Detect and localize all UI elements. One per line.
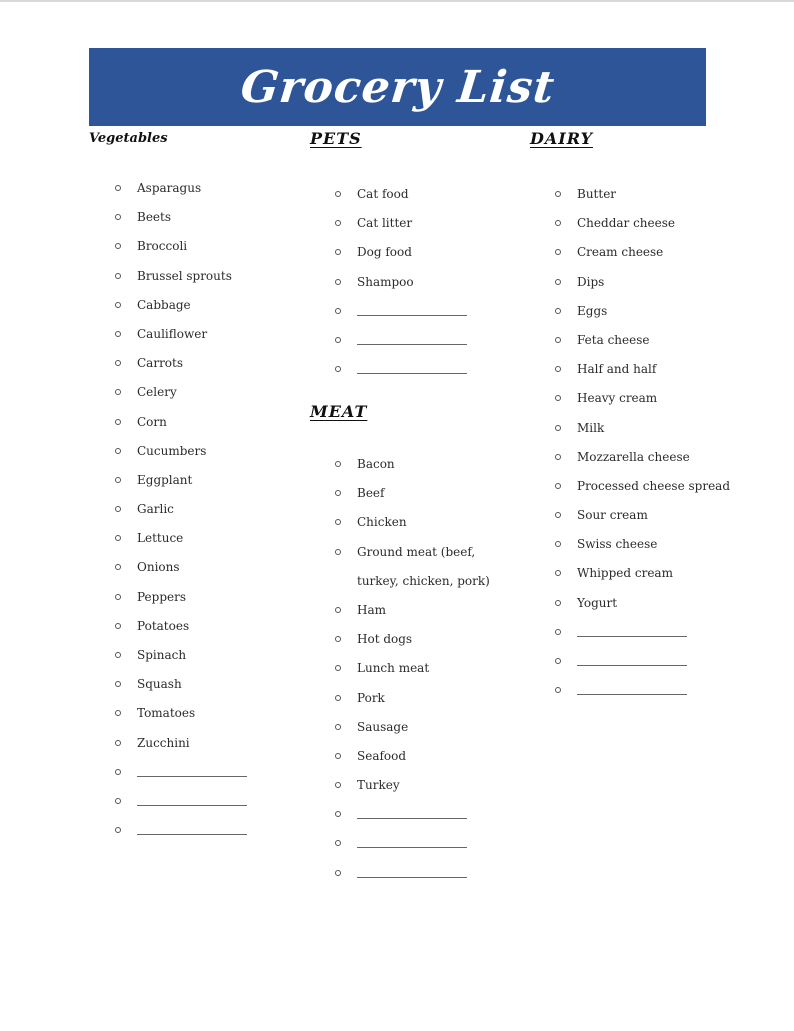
vegetables-list-item [115,612,285,641]
circle-bullet-icon [115,302,121,308]
page-title: Grocery List [237,61,558,113]
item-label: Broccoli [137,239,188,254]
circle-bullet-icon [335,279,341,285]
circle-bullet-icon [555,395,561,401]
dairy-list-item [555,297,725,326]
dairy-blank-item [555,647,725,676]
circle-bullet-icon [115,594,121,600]
vegetables-list-item [115,670,285,699]
item-label: Hot dogs [357,632,413,647]
item-label: Cat litter [357,216,413,231]
vegetables-list-item [115,641,285,670]
circle-bullet-icon [335,724,341,730]
meat-list-item [335,596,505,625]
vegetables-list-item [115,232,285,261]
circle-bullet-icon [115,243,121,249]
circle-bullet-icon [335,695,341,701]
blank-write-in-line[interactable] [357,344,467,345]
circle-bullet-icon [115,564,121,570]
circle-bullet-icon [115,740,121,746]
blank-write-in-line[interactable] [357,877,467,878]
blank-write-in-line[interactable] [357,847,467,848]
meat-heading: MEAT [310,402,368,421]
dairy-list-item [555,472,731,501]
dairy-list-item [555,530,725,559]
item-label: Feta cheese [577,332,650,347]
circle-bullet-icon [555,570,561,576]
circle-bullet-icon [115,389,121,395]
item-label: Shampoo [357,274,414,289]
meat-list [335,450,505,888]
circle-bullet-icon [335,490,341,496]
blank-write-in-line[interactable] [357,373,467,374]
meat-blank-item [335,800,505,829]
circle-bullet-icon [555,483,561,489]
dairy-list-item [555,180,725,209]
vegetables-list-item [115,291,285,320]
item-label: Ham [357,602,386,617]
circle-bullet-icon [115,448,121,454]
circle-bullet-icon [555,687,561,693]
circle-bullet-icon [335,840,341,846]
blank-write-in-line[interactable] [357,315,467,316]
meat-list-item [335,713,505,742]
vegetables-list-item [115,553,285,582]
item-label: Lettuce [137,531,184,546]
circle-bullet-icon [555,249,561,255]
item-label: Squash [137,677,182,692]
circle-bullet-icon [555,279,561,285]
circle-bullet-icon [335,549,341,555]
circle-bullet-icon [555,512,561,518]
item-label: Swiss cheese [577,537,658,552]
meat-blank-item [335,829,505,858]
pets-list-item [335,180,505,209]
circle-bullet-icon [555,308,561,314]
item-label: Cabbage [137,297,191,312]
item-label: Lunch meat [357,661,430,676]
pets-list [335,180,505,384]
item-label: Bacon [357,457,395,471]
circle-bullet-icon [555,600,561,606]
dairy-list [555,180,731,705]
pets-blank-item [335,326,505,355]
circle-bullet-icon [115,273,121,279]
item-label: Dips [577,274,605,289]
item-label: Butter [577,187,617,201]
circle-bullet-icon [335,753,341,759]
item-label: Beets [137,210,172,225]
item-label: Sour cream [577,508,648,523]
circle-bullet-icon [555,191,561,197]
meat-list-item [335,479,505,508]
item-label: Pork [357,690,385,705]
circle-bullet-icon [115,623,121,629]
dairy-blank-item [555,676,725,705]
vegetables-list-item [115,174,285,203]
item-label: Yogurt [577,595,618,610]
circle-bullet-icon [115,535,121,541]
vegetables-list-item [115,495,285,524]
circle-bullet-icon [335,308,341,314]
title-banner [89,48,706,126]
pets-list-item [335,209,505,238]
blank-write-in-line[interactable] [357,818,467,819]
vegetables-list [115,174,285,845]
circle-bullet-icon [115,185,121,191]
item-label: Tomatoes [137,706,196,721]
circle-bullet-icon [115,506,121,512]
circle-bullet-icon [555,220,561,226]
circle-bullet-icon [335,607,341,613]
circle-bullet-icon [555,541,561,547]
meat-list-item [335,450,505,479]
vegetables-list-item [115,349,285,378]
circle-bullet-icon [335,782,341,788]
circle-bullet-icon [115,827,121,833]
blank-write-in-line[interactable] [137,805,247,806]
item-label: Garlic [137,502,174,517]
item-label: Chicken [357,515,407,530]
item-label: Eggplant [137,472,193,487]
vegetables-list-item [115,699,285,728]
vegetables-list-item [115,466,285,495]
vegetables-blank-item [115,816,285,845]
blank-write-in-line[interactable] [577,636,687,637]
item-label: Cream cheese [577,245,664,260]
item-label: Potatoes [137,618,190,633]
vegetables-list-item [115,378,285,407]
item-label: Zucchini [137,735,190,750]
circle-bullet-icon [335,461,341,467]
item-label: Asparagus [137,181,202,195]
circle-bullet-icon [555,629,561,635]
pets-blank-item [335,355,505,384]
vegetables-list-item [115,583,285,612]
circle-bullet-icon [115,477,121,483]
pets-blank-item [335,297,505,326]
vegetables-list-item [115,203,285,232]
item-label: Mozzarella cheese [577,449,690,464]
circle-bullet-icon [115,710,121,716]
meat-list-item [335,625,505,654]
circle-bullet-icon [335,811,341,817]
circle-bullet-icon [555,425,561,431]
item-label: Milk [577,420,605,435]
dairy-list-item [555,559,725,588]
meat-list-item [335,508,505,537]
circle-bullet-icon [335,220,341,226]
circle-bullet-icon [335,636,341,642]
pets-list-item [335,268,505,297]
item-label: Brussel sprouts [137,268,232,283]
item-label: Beef [357,486,385,501]
circle-bullet-icon [555,454,561,460]
circle-bullet-icon [115,360,121,366]
item-label: Seafood [357,748,407,763]
dairy-list-item [555,326,725,355]
dairy-list-item [555,384,725,413]
blank-write-in-line[interactable] [137,776,247,777]
vegetables-list-item [115,729,285,758]
item-label: Cat food [357,187,409,201]
circle-bullet-icon [115,798,121,804]
circle-bullet-icon [555,366,561,372]
circle-bullet-icon [335,519,341,525]
item-label: Carrots [137,356,184,371]
vegetables-list-item [115,524,285,553]
circle-bullet-icon [115,214,121,220]
vegetables-heading: Vegetables [89,131,168,146]
circle-bullet-icon [335,665,341,671]
circle-bullet-icon [555,337,561,343]
vegetables-blank-item [115,787,285,816]
vegetables-blank-item [115,758,285,787]
circle-bullet-icon [335,191,341,197]
top-border [0,0,794,2]
meat-list-item [335,654,505,683]
item-label: Turkey [357,778,400,793]
circle-bullet-icon [335,337,341,343]
vegetables-list-item [115,408,285,437]
item-label: Spinach [137,648,187,662]
item-label: Sausage [357,719,409,734]
dairy-list-item [555,268,725,297]
item-label: Whipped cream [577,566,673,581]
meat-list-item [335,684,505,713]
item-label: Processed cheese spread [577,478,731,493]
dairy-list-item [555,501,725,530]
item-label: Corn [137,414,167,429]
meat-list-item [335,538,505,596]
meat-list-item [335,771,505,800]
vegetables-list-item [115,262,285,291]
dairy-heading: DAIRY [530,129,593,148]
circle-bullet-icon [555,658,561,664]
item-label: Heavy cream [577,391,658,406]
item-label: Onions [137,560,180,575]
dairy-list-item [555,238,725,267]
vegetables-list-item [115,320,285,349]
blank-write-in-line[interactable] [577,694,687,695]
item-label: Peppers [137,589,186,604]
circle-bullet-icon [115,681,121,687]
vegetables-list-item [115,437,285,466]
dairy-list-item [555,414,725,443]
item-label: Cheddar cheese [577,216,675,231]
item-label: Ground meat (beef, turkey, chicken, pork) [357,544,490,588]
item-label: Dog food [357,245,412,260]
meat-list-item [335,742,505,771]
dairy-list-item [555,355,725,384]
circle-bullet-icon [335,366,341,372]
dairy-list-item [555,209,725,238]
dairy-list-item [555,443,725,472]
meat-blank-item [335,859,505,888]
dairy-blank-item [555,618,725,647]
circle-bullet-icon [115,769,121,775]
blank-write-in-line[interactable] [577,665,687,666]
circle-bullet-icon [115,419,121,425]
item-label: Eggs [577,303,608,318]
item-label: Celery [137,385,177,400]
item-label: Cauliflower [137,326,208,341]
circle-bullet-icon [335,870,341,876]
pets-heading: PETS [310,129,362,148]
item-label: Cucumbers [137,443,207,458]
pets-list-item [335,238,505,267]
dairy-list-item [555,589,725,618]
circle-bullet-icon [115,331,121,337]
item-label: Half and half [577,362,657,377]
blank-write-in-line[interactable] [137,834,247,835]
circle-bullet-icon [115,652,121,658]
circle-bullet-icon [335,249,341,255]
